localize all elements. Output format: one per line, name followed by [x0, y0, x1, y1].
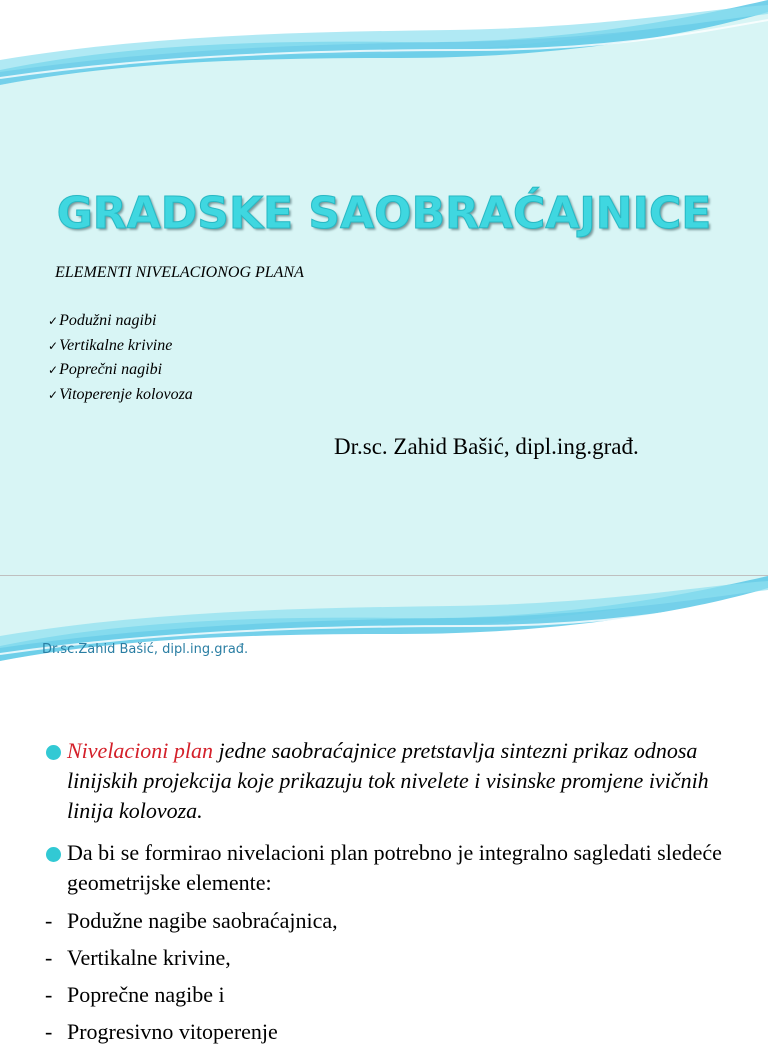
slide-subtitle: ELEMENTI NIVELACIONOG PLANA	[55, 264, 304, 281]
slide-2	[0, 576, 768, 1044]
dash-icon: -	[45, 1019, 53, 1044]
elements-dash-list	[45, 902, 338, 1050]
list-item: ✓Poprečni nagibi	[48, 361, 163, 378]
check-icon: ✓	[48, 338, 59, 353]
slide-header: Dr.sc.Zahid Bašić, dipl.ing.građ.	[42, 642, 249, 657]
list-item: ✓Vertikalne krivine	[48, 336, 173, 354]
check-icon: ✓	[48, 363, 59, 377]
bullet-icon	[46, 847, 61, 862]
list-item: - Progresivno vitoperenje	[45, 1013, 338, 1050]
check-icon: ✓	[48, 314, 59, 328]
bullet-icon	[46, 745, 61, 760]
slide-title: GRADSKE SAOBRAĆAJNICE	[56, 188, 712, 239]
paragraph-nivelacioni-plan: Nivelacioni plan jedne saobraćajnice pretstavlja sintezni prikaz odnosa linijskih projekcija koje prikazuju tok nivelete i visinske promjene ivičnih linija kolovoza.	[46, 736, 746, 826]
list-item: - Poprečne nagibe i	[45, 976, 338, 1013]
dash-icon: -	[45, 982, 53, 1007]
wave-decoration	[0, 0, 768, 90]
check-icon: ✓	[48, 387, 59, 402]
dash-icon: -	[45, 908, 53, 933]
paragraph-elements-intro: Da bi se formirao nivelacioni plan potrebno je integralno sagledati sledeće geometrijske elemente:	[46, 838, 746, 898]
list-item: ✓Podužni nagibi	[48, 312, 157, 329]
list-item: - Podužne nagibe saobraćajnica,	[45, 902, 338, 939]
highlight-term: Nivelacioni plan	[67, 738, 214, 763]
dash-icon: -	[45, 945, 53, 970]
list-item: - Vertikalne krivine,	[45, 939, 338, 976]
element-checklist	[48, 309, 193, 407]
author-name: Dr.sc. Zahid Bašić, dipl.ing.građ.	[334, 434, 639, 459]
list-item: ✓Vitoperenje kolovoza	[48, 385, 193, 403]
